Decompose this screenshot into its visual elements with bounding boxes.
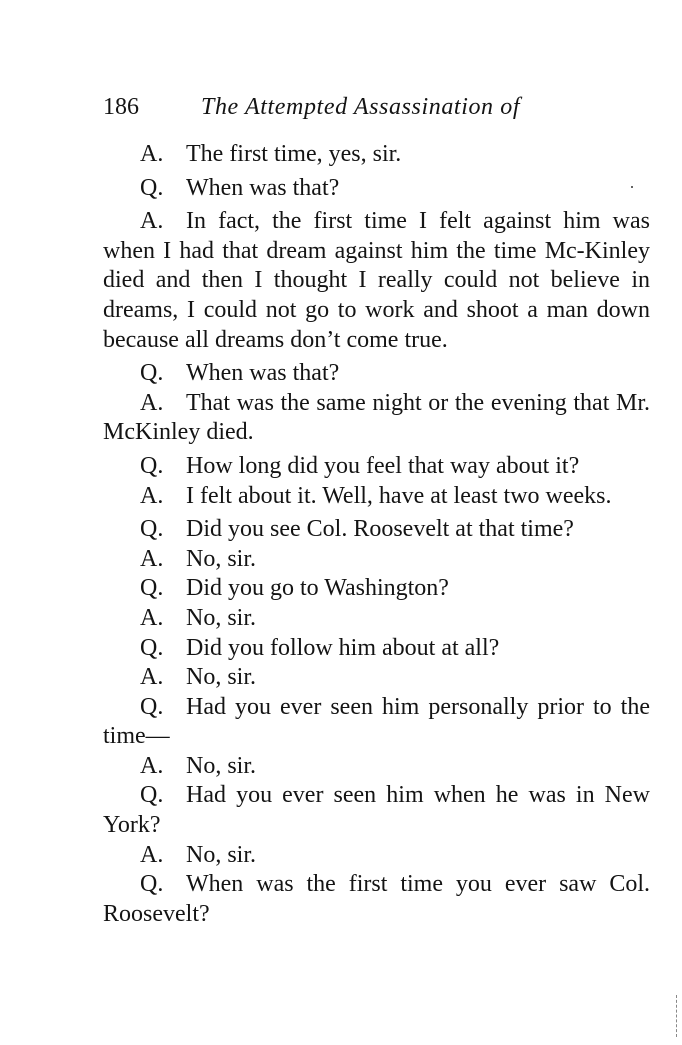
dialogue-text: Did you go to Washington? — [186, 575, 449, 602]
dialogue-text: When was that? — [186, 174, 340, 201]
dialogue-text: Did you follow him about at all? — [186, 634, 500, 661]
dialogue-line — [103, 752, 650, 782]
dialogue-line — [103, 482, 650, 512]
dialogue-text: That was the same night or the evening that Mr. McKinley died. — [103, 389, 650, 446]
page-header — [103, 94, 663, 128]
dialogue-text: When was that? — [186, 360, 340, 387]
speaker-label: A. — [140, 545, 164, 572]
speaker-label: A. — [140, 482, 164, 509]
dialogue-text: Had you ever seen him when he was in New York? — [103, 782, 650, 839]
speaker-label: Q. — [140, 575, 164, 602]
speaker-label: Q. — [140, 452, 164, 479]
dialogue-line — [103, 841, 650, 871]
dialogue-line — [103, 663, 650, 693]
dialogue-text: Had you ever seen him personally prior to the time— — [103, 693, 650, 750]
speaker-label: Q. — [140, 693, 164, 720]
dialogue-text: No, sir. — [186, 664, 257, 691]
speaker-label: A. — [140, 208, 164, 235]
speaker-label: A. — [140, 389, 164, 416]
speaker-label: A. — [140, 841, 164, 868]
dialogue-line — [103, 389, 650, 448]
dialogue-line — [103, 870, 650, 929]
speaker-label: Q. — [140, 360, 164, 387]
dialogue-line — [103, 634, 650, 664]
speaker-label: Q. — [140, 174, 164, 201]
dialogue-line — [103, 781, 650, 840]
speaker-label: A. — [140, 141, 164, 167]
speaker-label: A. — [140, 664, 164, 691]
page-edge-mark — [676, 995, 679, 1037]
speaker-label: A. — [140, 752, 164, 779]
speaker-label: Q. — [140, 782, 164, 809]
testimony-body — [103, 140, 650, 929]
speaker-label: Q. — [140, 871, 164, 898]
dialogue-text: The first time, yes, sir. — [186, 141, 402, 167]
page-number: 186 — [103, 94, 139, 120]
speaker-label: Q. — [140, 516, 164, 543]
dialogue-line — [103, 515, 650, 545]
dialogue-text: Did you see Col. Roosevelt at that time? — [186, 516, 574, 543]
speaker-label: A. — [140, 604, 164, 631]
dialogue-line — [103, 545, 650, 575]
dialogue-text: How long did you feel that way about it? — [186, 452, 580, 479]
dialogue-text: No, sir. — [186, 752, 257, 779]
dialogue-text: No, sir. — [186, 545, 257, 572]
dialogue-line — [103, 140, 650, 170]
ink-speck — [631, 186, 633, 188]
dialogue-line — [103, 452, 650, 482]
dialogue-line — [103, 574, 650, 604]
running-title: The Attempted Assassination of — [201, 94, 521, 120]
dialogue-text: In fact, the first time I felt against him was when I had that dream against him the time Mc-Kinley died and then I thought I really could not believe in dreams, I could not go to work and shoot a man down because all dreams don’t come true. — [103, 208, 650, 353]
dialogue-text: No, sir. — [186, 841, 257, 868]
dialogue-line — [103, 359, 650, 389]
dialogue-text: No, sir. — [186, 604, 257, 631]
speaker-label: Q. — [140, 634, 164, 661]
dialogue-line — [103, 207, 650, 355]
dialogue-text: When was the first time you ever saw Col. Roosevelt? — [103, 871, 650, 927]
dialogue-line — [103, 604, 650, 634]
dialogue-text: I felt about it. Well, have at least two weeks. — [186, 482, 612, 509]
dialogue-line — [103, 693, 650, 752]
dialogue-line — [103, 174, 650, 204]
